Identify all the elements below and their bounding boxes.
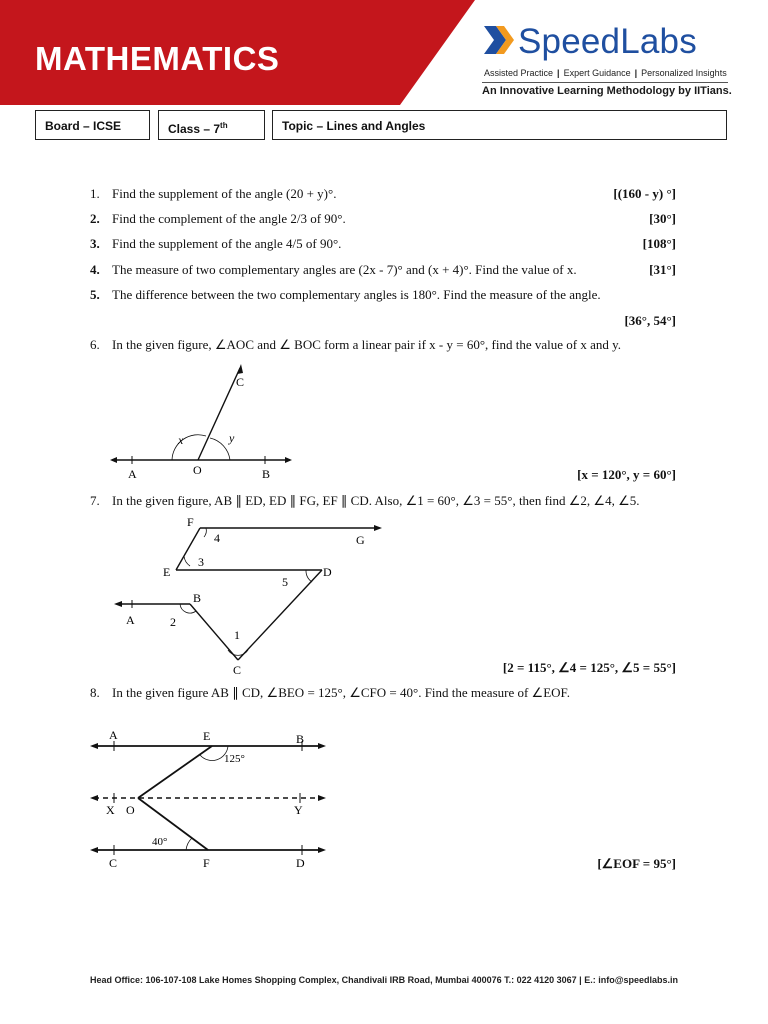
- arrow-right-icon: [318, 847, 326, 853]
- question-text: Find the supplement of the angle 4/5 of 90°.: [112, 236, 342, 251]
- label-1: 1: [234, 628, 240, 642]
- label-a: A: [109, 728, 118, 742]
- figure-parallel-lines: [110, 512, 390, 682]
- label-o: O: [126, 803, 135, 817]
- speedlabs-logo: [482, 22, 762, 102]
- brand-name: SpeedLabs: [518, 22, 697, 61]
- label-x: x: [178, 433, 184, 447]
- question-number: 3.: [90, 236, 100, 251]
- class-label: Class – 7: [168, 122, 221, 136]
- question-number: 6.: [90, 337, 100, 352]
- label-b: B: [193, 591, 202, 605]
- answer-5: [36°, 54°]: [624, 313, 676, 328]
- label-5: 5: [282, 575, 288, 589]
- class-suffix: th: [220, 121, 228, 130]
- ray-oc: [198, 368, 240, 460]
- question-text: In the given figure, AB ∥ ED, ED ∥ FG, EF ∥ CD. Also, ∠1 = 60°, ∠3 = 55°, then find ∠2, ∠4, ∠5.: [112, 493, 640, 508]
- question-text: The difference between the two complementary angles is 180°. Find the measure of the angle.: [112, 287, 601, 302]
- angle-arc-3: [184, 556, 190, 566]
- brand-tagline: Assisted Practice | Expert Guidance | Personalized Insights: [484, 68, 727, 78]
- question-number: 8.: [90, 685, 100, 700]
- arrow-left-icon: [110, 457, 117, 463]
- label-b: B: [296, 732, 305, 746]
- answer-1: [(160 - y) °]: [613, 186, 676, 201]
- label-4: 4: [214, 531, 220, 545]
- answer-2: [30°]: [649, 211, 676, 226]
- board-label: Board – ICSE: [45, 119, 122, 133]
- arrow-right-icon: [374, 525, 382, 531]
- answer-4: [31°]: [649, 262, 676, 277]
- question-text: In the given figure AB ∥ CD, ∠BEO = 125°, ∠CFO = 40°. Find the measure of ∠EOF.: [112, 685, 570, 700]
- line-bc: [190, 604, 238, 660]
- footer-address: Head Office: 106-107-108 Lake Homes Shopping Complex, Chandivali IRB Road, Mumbai 400076 T.: 022 4120 3067 | E.: info@speedlabs.in: [90, 975, 678, 985]
- label-c: C: [236, 375, 245, 389]
- question-number: 5.: [90, 287, 100, 302]
- label-e: E: [163, 565, 171, 579]
- label-125: 125°: [224, 753, 245, 765]
- label-x: X: [106, 803, 115, 817]
- label-40: 40°: [152, 836, 168, 848]
- page-title: MATHEMATICS: [35, 40, 280, 77]
- brand-slogan: An Innovative Learning Methodology by IITians.: [482, 85, 732, 97]
- question-number: 1.: [90, 186, 100, 201]
- label-e: E: [203, 729, 211, 743]
- angle-arc-5: [306, 570, 312, 582]
- label-c: C: [233, 663, 242, 677]
- line-of: [138, 798, 208, 850]
- label-d: D: [296, 856, 305, 870]
- arrow-right-icon: [318, 743, 326, 749]
- answer-8: [∠EOF = 95°]: [597, 856, 676, 871]
- question-text: In the given figure, ∠AOC and ∠ BOC form a linear pair if x - y = 60°, find the value of x and y.: [112, 337, 622, 352]
- question-text: Find the complement of the angle 2/3 of 90°.: [112, 211, 346, 226]
- arrow-left-icon: [90, 847, 98, 853]
- answer-6: [x = 120°, y = 60°]: [577, 467, 676, 482]
- label-y: y: [229, 431, 235, 445]
- arrow-up-icon: [237, 364, 243, 374]
- question-number: 2.: [90, 211, 100, 226]
- label-b: B: [262, 467, 271, 481]
- label-f: F: [187, 515, 194, 529]
- question-number: 7.: [90, 493, 100, 508]
- tag-expert-guidance: Expert Guidance: [563, 68, 631, 78]
- line-ef: [176, 528, 200, 570]
- question-text: Find the supplement of the angle (20 + y)°.: [112, 186, 337, 201]
- arrow-left-icon: [114, 601, 122, 607]
- arrow-left-icon: [90, 795, 98, 801]
- angle-arc-y: [210, 438, 230, 460]
- label-y: Y: [294, 803, 303, 817]
- label-a: A: [128, 467, 137, 481]
- label-2: 2: [170, 615, 176, 629]
- question-number: 4.: [90, 262, 100, 277]
- tag-assisted-practice: Assisted Practice: [484, 68, 554, 78]
- class-box: [158, 110, 265, 140]
- header-banner: [0, 0, 768, 105]
- label-f: F: [203, 856, 210, 870]
- chevron-logo-icon: [482, 22, 516, 58]
- figure-linear-pair: [110, 358, 300, 488]
- arrow-left-icon: [90, 743, 98, 749]
- angle-arc-40: [186, 838, 192, 850]
- question-text: The measure of two complementary angles are (2x - 7)° and (x + 4)°. Find the value of x.: [112, 262, 577, 277]
- board-box: [35, 110, 150, 140]
- answer-3: [108°]: [642, 236, 676, 251]
- line-eo: [138, 746, 212, 798]
- label-o: O: [193, 463, 202, 477]
- tag-personalized-insights: Personalized Insights: [641, 68, 727, 78]
- label-c: C: [109, 856, 118, 870]
- label-d: D: [323, 565, 332, 579]
- label-a: A: [126, 613, 135, 627]
- line-dc: [238, 570, 322, 660]
- topic-box: [272, 110, 727, 140]
- topic-label: Topic – Lines and Angles: [282, 119, 426, 133]
- angle-arc-4: [204, 528, 206, 537]
- arrow-right-icon: [285, 457, 292, 463]
- brand-divider: [482, 82, 728, 83]
- figure-eof: [90, 724, 330, 879]
- arrow-right-icon: [318, 795, 326, 801]
- label-3: 3: [198, 555, 204, 569]
- answer-7: [2 = 115°, ∠4 = 125°, ∠5 = 55°]: [502, 660, 676, 675]
- label-g: G: [356, 533, 365, 547]
